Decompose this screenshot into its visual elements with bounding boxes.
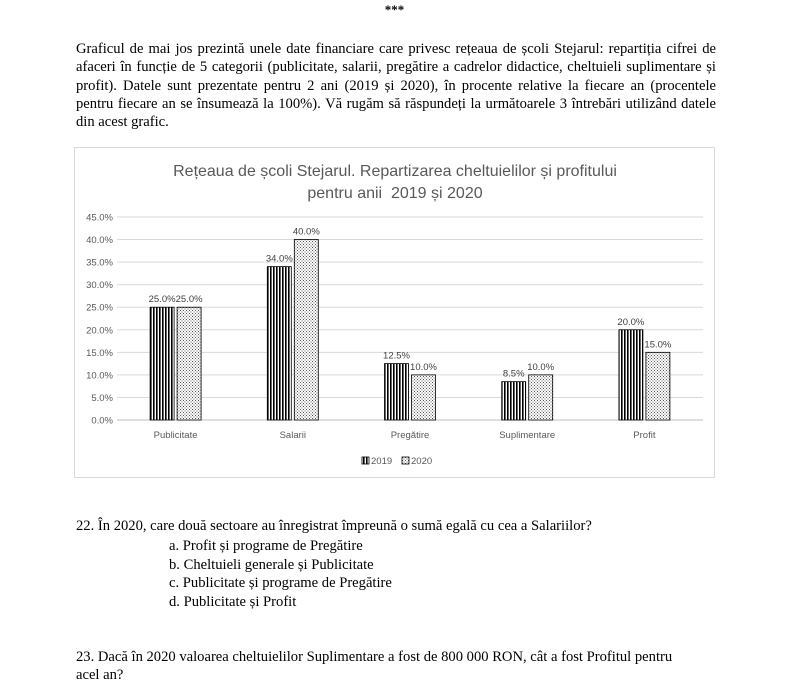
y-tick-label: 0.0% [91,415,113,427]
x-tick-label: Pregătire [390,430,430,441]
option-c: c. Publicitate și programe de Pregătire [169,575,392,591]
y-tick-label: 25.0% [86,302,113,314]
bar-2020-4 [646,352,670,420]
legend-label: 2020 [411,456,433,467]
data-label: 12.5% [383,350,410,362]
question-23-line1: 23. Dacă în 2020 valoarea cheltuielilor Suplimentare a fost de 800 000 RON, cât a fost Profitul pentru [76,649,673,665]
x-tick-label: Profit [633,430,656,441]
option-b: b. Cheltuieli generale și Publicitate [169,556,374,573]
bar-2020-2 [412,375,436,420]
bar-2019-3 [502,382,526,420]
y-tick-label: 30.0% [86,280,113,292]
data-label: 20.0% [617,316,645,328]
y-tick-label: 45.0% [86,212,113,224]
chart-title-line1: Rețeaua de școli Stejarul. Repartizarea cheltuielilor și profitului [173,163,617,180]
data-label: 25.0% [175,294,203,306]
y-tick-label: 35.0% [86,257,113,269]
data-label: 40.0% [292,226,320,238]
y-tick-label: 5.0% [91,392,113,404]
bar-2019-2 [385,364,409,420]
x-tick-label: Suplimentare [499,430,556,441]
data-label: 34.0% [265,253,293,265]
chart-title-line2: pentru anii 2019 și 2020 [307,185,483,202]
bar-chart [74,147,715,478]
legend-label: 2019 [371,456,393,467]
bar-2020-0 [177,307,201,420]
question-23-line2: acel an? [76,667,124,683]
x-tick-label: Salarii [279,430,307,441]
chart-svg [75,148,716,479]
data-label: 8.5% [502,368,525,380]
bar-2020-1 [294,240,318,420]
y-tick-label: 15.0% [86,347,113,359]
question-22: 22. În 2020, care două sectoare au înregistrat împreună o sumă egală cu cea a Salariilor? [76,518,592,534]
legend-swatch [362,457,369,464]
bar-2019-4 [619,330,643,420]
question-22-options [169,537,392,611]
data-label: 15.0% [644,339,672,351]
intro-paragraph: Graficul de mai jos prezintă unele date financiare care privesc rețeaua de școli Stejarul: repartiția cifrei de afaceri în funcție de 5 categorii (publicitate, salarii, pregătire a cadrelor didactice, cheltuieli suplimentare și profit). Datele sunt prezentate pentru 2 ani (2019 și 2020), în procente relative la fiecare an (procentele pentru fiecare an se însumează la 100%). Vă rugăm să răspundeți la următoarele 3 întrebări utilizând datele din acest grafic. [76,41,716,131]
legend-swatch [402,457,409,464]
bar-2019-1 [267,267,291,420]
data-label: 10.0% [527,361,555,373]
data-label: 25.0% [148,294,176,306]
separator: *** [384,2,405,17]
y-tick-label: 40.0% [86,235,113,247]
bar-2019-0 [150,307,174,420]
bar-2020-3 [529,375,553,420]
y-tick-label: 10.0% [86,370,113,382]
x-tick-label: Publicitate [153,430,198,441]
option-a: a. Profit și programe de Pregătire [169,538,363,554]
chart-legend [362,456,432,467]
y-tick-label: 20.0% [86,325,113,337]
data-label: 10.0% [410,361,437,373]
option-d: d. Publicitate și Profit [169,593,297,610]
